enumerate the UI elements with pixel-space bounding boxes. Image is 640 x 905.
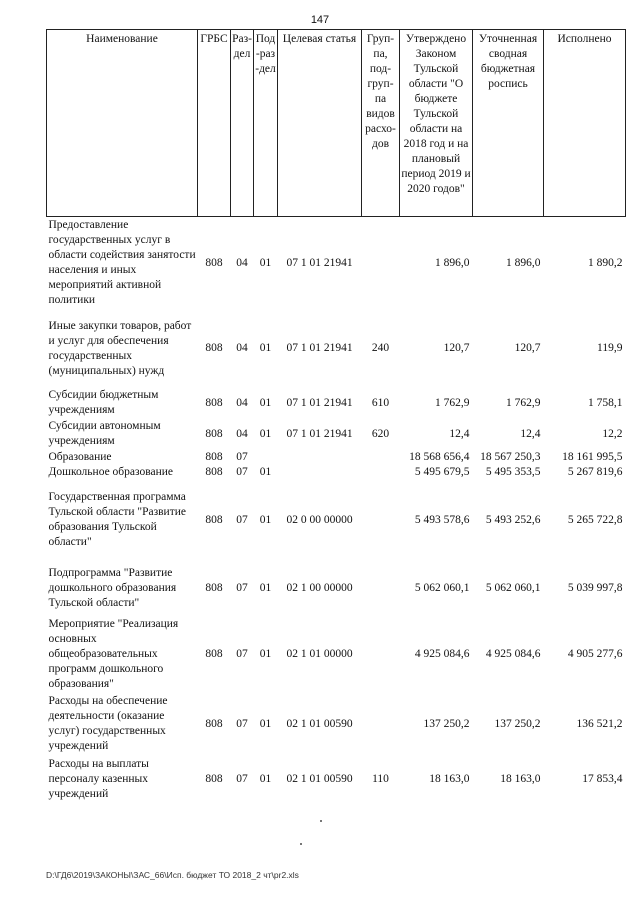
row-executed: 136 521,2 (576, 717, 623, 730)
table-row (47, 310, 626, 388)
table-row (47, 217, 626, 310)
row-grbs: 808 (205, 513, 223, 526)
row-target-article: 02 1 01 00590 (286, 772, 353, 785)
row-executed: 1 890,2 (588, 256, 623, 269)
row-grbs: 808 (205, 717, 223, 730)
row-target-article (278, 450, 362, 465)
row-grbs: 808 (205, 450, 223, 463)
row-podrazdel: 01 (259, 581, 272, 594)
header-approved: Утверждено Законом Тульской области "О бюджете Тульской области на 2018 год и на плановый период 2019 и 2020 годов" (400, 30, 473, 217)
row-grbs: 808 (205, 466, 223, 478)
page-number: 147 (310, 14, 330, 26)
row-expense-group: 240 (371, 342, 390, 354)
row-target-article: 07 1 01 21941 (286, 256, 353, 269)
row-expense-group (362, 617, 400, 693)
row-refined: 137 250,2 (494, 717, 541, 730)
row-refined: 5 495 353,5 (485, 466, 541, 478)
row-approved: 1 762,9 (435, 396, 470, 409)
row-target-article: 02 1 01 00000 (286, 648, 353, 660)
header-executed: Исполнено (544, 30, 626, 217)
budget-table-sheet (46, 29, 625, 829)
row-razdel: 04 (236, 396, 248, 409)
table-row (47, 481, 626, 560)
row-podrazdel: 01 (259, 427, 272, 440)
row-razdel: 07 (236, 772, 248, 785)
table-row (47, 560, 626, 617)
row-podrazdel: 01 (259, 342, 272, 354)
header-grbs: ГРБС (198, 30, 231, 217)
row-razdel: 04 (236, 427, 248, 440)
row-name: Мероприятие "Реализация основных общеобразовательных программ дошкольного образования" (48, 618, 179, 690)
table-row (47, 756, 626, 803)
row-name: Субсидии бюджетным учреждениям (48, 389, 159, 416)
row-podrazdel: 01 (259, 772, 272, 785)
row-podrazdel (254, 450, 278, 465)
file-path-footer: D:\ГД6\2019\ЗАКОНЫ\ЗАС_66\Исп. бюджет ТО 2018_2 чт\pr2.xls (46, 870, 299, 880)
row-name: Подпрограмма "Развитие дошкольного образования Тульской области" (48, 566, 177, 609)
row-podrazdel: 01 (259, 466, 272, 478)
row-executed: 4 905 277,6 (567, 648, 623, 660)
row-approved: 12,4 (449, 427, 470, 440)
row-name: Иные закупки товаров, работ и услуг для обеспечения государственных (муниципальных) нужд (48, 319, 192, 377)
row-executed: 5 265 722,8 (567, 513, 623, 526)
row-grbs: 808 (205, 427, 223, 440)
row-razdel: 04 (236, 342, 248, 354)
row-podrazdel: 01 (259, 717, 272, 730)
row-approved: 5 495 679,5 (414, 466, 470, 478)
row-refined: 18 567 250,3 (480, 450, 541, 463)
header-target-article: Целевая статья (278, 30, 362, 217)
row-refined: 18 163,0 (500, 772, 541, 785)
header-razdel: Раз-дел (231, 30, 254, 217)
row-razdel: 07 (236, 648, 248, 660)
row-expense-group (362, 217, 400, 310)
row-target-article: 07 1 01 21941 (286, 342, 353, 354)
header-expense-group: Груп-па, под-груп-па видов расхо-дов (362, 30, 400, 217)
row-approved: 18 568 656,4 (409, 450, 470, 463)
row-refined: 1 762,9 (506, 396, 541, 409)
row-target-article: 07 1 01 21941 (286, 427, 353, 440)
row-podrazdel: 01 (259, 648, 272, 660)
row-name: Предоставление государственных услуг в области содействия занятости населения и иных мероприятий активной политики (48, 219, 196, 307)
row-expense-group (362, 693, 400, 756)
row-approved: 5 493 578,6 (414, 513, 470, 526)
row-approved: 120,7 (443, 342, 470, 354)
row-executed: 5 039 997,8 (567, 581, 623, 594)
row-approved: 18 163,0 (429, 772, 470, 785)
row-grbs: 808 (205, 342, 223, 354)
row-razdel: 07 (236, 513, 248, 526)
row-target-article: 02 0 00 00000 (286, 513, 353, 526)
row-podrazdel: 01 (259, 396, 272, 409)
table-row (47, 419, 626, 450)
row-executed: 1 758,1 (588, 396, 623, 409)
row-razdel: 04 (236, 256, 248, 269)
table-row (47, 617, 626, 693)
table-row (47, 693, 626, 756)
row-executed: 119,9 (597, 342, 623, 354)
row-executed: 17 853,4 (582, 772, 623, 785)
row-podrazdel: 01 (259, 256, 272, 269)
budget-table (46, 29, 626, 803)
table-row (47, 465, 626, 481)
row-refined: 5 062 060,1 (485, 581, 541, 594)
table-row (47, 388, 626, 419)
row-target-article: 02 1 00 00000 (286, 581, 353, 594)
table-row (47, 450, 626, 465)
row-refined: 12,4 (520, 427, 541, 440)
scan-speck (300, 843, 302, 845)
row-grbs: 808 (205, 256, 223, 269)
row-approved: 137 250,2 (423, 717, 470, 730)
row-grbs: 808 (205, 648, 223, 660)
row-razdel: 07 (236, 450, 248, 463)
row-expense-group: 110 (372, 772, 389, 785)
row-expense-group (362, 560, 400, 617)
scan-speck (320, 820, 322, 822)
row-refined: 5 493 252,6 (485, 513, 541, 526)
row-target-article (278, 465, 362, 481)
row-expense-group (362, 481, 400, 560)
row-target-article: 02 1 01 00590 (286, 717, 353, 730)
row-expense-group (362, 465, 400, 481)
row-executed: 5 267 819,6 (567, 466, 623, 478)
row-refined: 4 925 084,6 (485, 648, 541, 660)
header-podrazdel: Под-раз-дел (254, 30, 278, 217)
header-refined: Уточненная сводная бюджетная роспись (473, 30, 544, 217)
header-name: Наименование (47, 30, 198, 217)
row-approved: 1 896,0 (435, 256, 470, 269)
row-razdel: 07 (236, 581, 248, 594)
row-grbs: 808 (205, 396, 223, 409)
row-expense-group (362, 450, 400, 465)
row-grbs: 808 (205, 581, 223, 594)
row-name: Расходы на обеспечение деятельности (оказание услуг) государственных учреждений (48, 695, 168, 752)
row-name: Субсидии автономным учреждениям (48, 420, 161, 447)
row-podrazdel: 01 (259, 513, 272, 526)
row-expense-group: 620 (371, 427, 390, 440)
row-executed: 12,2 (602, 427, 623, 440)
row-approved: 5 062 060,1 (414, 581, 470, 594)
row-refined: 120,7 (514, 342, 541, 354)
row-name: Дошкольное образование (48, 466, 174, 478)
row-name: Государственная программа Тульской области "Развитие образования Тульской области" (48, 491, 186, 548)
row-target-article: 07 1 01 21941 (286, 396, 353, 409)
row-name: Образование (48, 450, 112, 463)
row-name: Расходы на выплаты персоналу казенных учреждений (48, 757, 149, 800)
row-razdel: 07 (236, 466, 248, 478)
row-approved: 4 925 084,6 (414, 648, 470, 660)
row-refined: 1 896,0 (506, 256, 541, 269)
row-executed: 18 161 995,5 (562, 450, 623, 463)
row-grbs: 808 (205, 772, 223, 785)
row-expense-group: 610 (371, 396, 390, 409)
row-razdel: 07 (236, 717, 248, 730)
